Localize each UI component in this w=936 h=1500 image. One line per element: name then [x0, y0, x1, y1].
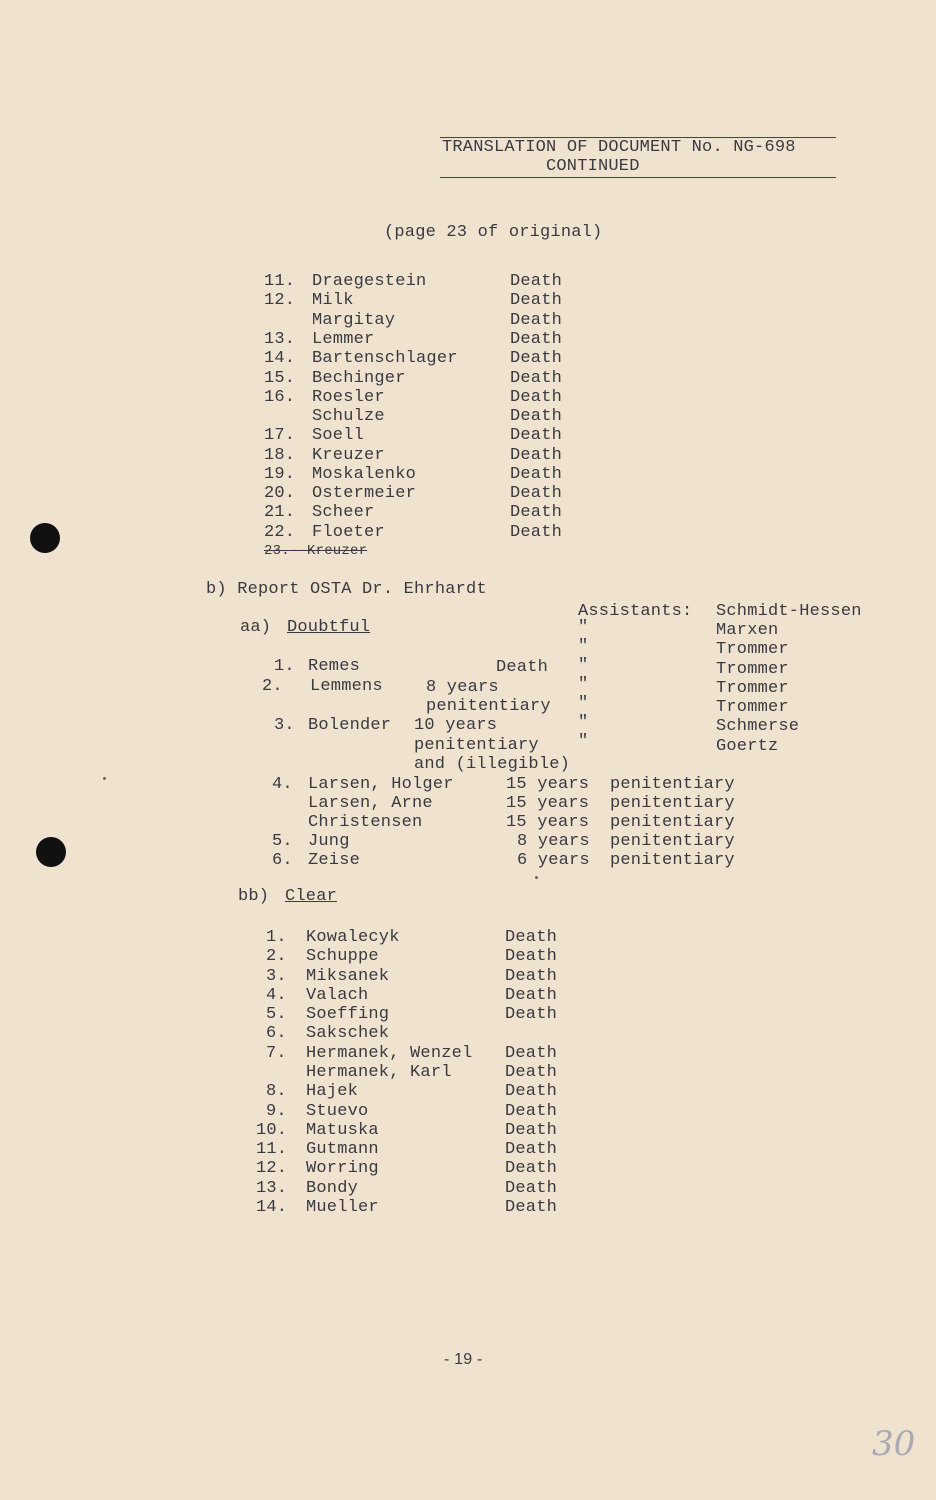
list-item: 10. Matuska Death	[256, 1121, 558, 1140]
page-number: - 19 -	[444, 1351, 483, 1368]
list-item: 12. Worring Death	[256, 1159, 558, 1178]
list-item: 21. Scheer Death	[264, 503, 563, 522]
assistant-name: Schmidt-Hessen	[716, 602, 862, 621]
list-item: 7. Hermanek, Wenzel Death	[266, 1044, 558, 1063]
list-item: 11. Draegestein Death	[264, 272, 563, 291]
list-item: 6. Sakschek	[266, 1024, 390, 1043]
document-subtitle: CONTINUED	[546, 157, 640, 176]
document-title: TRANSLATION OF DOCUMENT No. NG-698	[442, 138, 796, 157]
assistant-name: Trommer	[716, 679, 789, 698]
list-item: 12. Milk Death	[264, 291, 563, 310]
assistant-name: Trommer	[716, 698, 789, 717]
ditto-mark: "	[578, 656, 589, 675]
section-b-heading: b) Report OSTA Dr. Ehrhardt	[206, 580, 487, 599]
list-item: Margitay Death	[312, 311, 563, 330]
page-reference: (page 23 of original)	[384, 223, 603, 242]
list-item: 20. Ostermeier Death	[264, 484, 563, 503]
header-bottom-rule	[440, 177, 836, 178]
doubtful-sentence: penitentiary	[414, 736, 539, 755]
doubtful-sentence: 8 years	[426, 678, 499, 697]
doubtful-sentence: Death	[496, 658, 549, 677]
paper-speck	[535, 876, 538, 879]
ditto-mark: "	[578, 732, 589, 751]
bb-label: bb)	[238, 887, 270, 906]
assistant-name: Trommer	[716, 640, 789, 659]
list-item: 3. Miksanek Death	[266, 967, 558, 986]
doubtful-name: Lemmens	[310, 677, 383, 696]
table-row: 5. Jung 8 years penitentiary	[272, 832, 735, 851]
assistant-name: Schmerse	[716, 717, 800, 736]
list-item: 15. Bechinger Death	[264, 369, 563, 388]
list-item: 13. Bondy Death	[256, 1179, 558, 1198]
list-item: Schulze Death	[312, 407, 563, 426]
list-item: 16. Roesler Death	[264, 388, 563, 407]
table-row: Christensen 15 years penitentiary	[308, 813, 735, 832]
list-item: Hermanek, Karl Death	[306, 1063, 558, 1082]
list-item: 14. Mueller Death	[256, 1198, 558, 1217]
clear-heading: Clear	[285, 887, 338, 906]
list-item: 18. Kreuzer Death	[264, 446, 563, 465]
list-item: 19. Moskalenko Death	[264, 465, 563, 484]
list-item: 1. Kowalecyk Death	[266, 928, 558, 947]
doubtful-name: Remes	[308, 657, 361, 676]
table-row: Larsen, Arne 15 years penitentiary	[308, 794, 735, 813]
doubtful-sentence: and (illegible)	[414, 755, 571, 774]
handwritten-mark: 30	[872, 1424, 916, 1464]
list-item: 22. Floeter Death	[264, 523, 563, 542]
assistant-name: Goertz	[716, 737, 779, 756]
list-item: 11. Gutmann Death	[256, 1140, 558, 1159]
doubtful-num: 3.	[274, 716, 295, 735]
assistants-label: Assistants:	[578, 602, 693, 621]
ditto-mark: "	[578, 637, 589, 656]
doubtful-num: 1.	[274, 657, 295, 676]
doubtful-name: Bolender	[308, 716, 392, 735]
table-row: 4. Larsen, Holger 15 years penitentiary	[272, 775, 735, 794]
assistant-name: Marxen	[716, 621, 779, 640]
doubtful-num: 2.	[262, 677, 283, 696]
paper-speck	[103, 777, 106, 780]
list-item: 2. Schuppe Death	[266, 947, 558, 966]
ditto-mark: "	[578, 713, 589, 732]
ditto-mark: "	[578, 675, 589, 694]
list-item: 17. Soell Death	[264, 426, 563, 445]
doubtful-sentence: 10 years	[414, 716, 498, 735]
doubtful-heading: Doubtful	[287, 618, 371, 637]
list-item: 8. Hajek Death	[266, 1082, 558, 1101]
list-item: 14. Bartenschlager Death	[264, 349, 563, 368]
doubtful-sentence: penitentiary	[426, 697, 551, 716]
aa-label: aa)	[240, 618, 272, 637]
ditto-mark: "	[578, 694, 589, 713]
list-item: 5. Soeffing Death	[266, 1005, 558, 1024]
struck-entry: 23.--Kreuzer	[264, 543, 368, 559]
table-row: 6. Zeise 6 years penitentiary	[272, 851, 735, 870]
assistant-name: Trommer	[716, 660, 789, 679]
list-item: 13. Lemmer Death	[264, 330, 563, 349]
list-item: 9. Stuevo Death	[266, 1102, 558, 1121]
ditto-mark: "	[578, 618, 589, 637]
list-item: 4. Valach Death	[266, 986, 558, 1005]
